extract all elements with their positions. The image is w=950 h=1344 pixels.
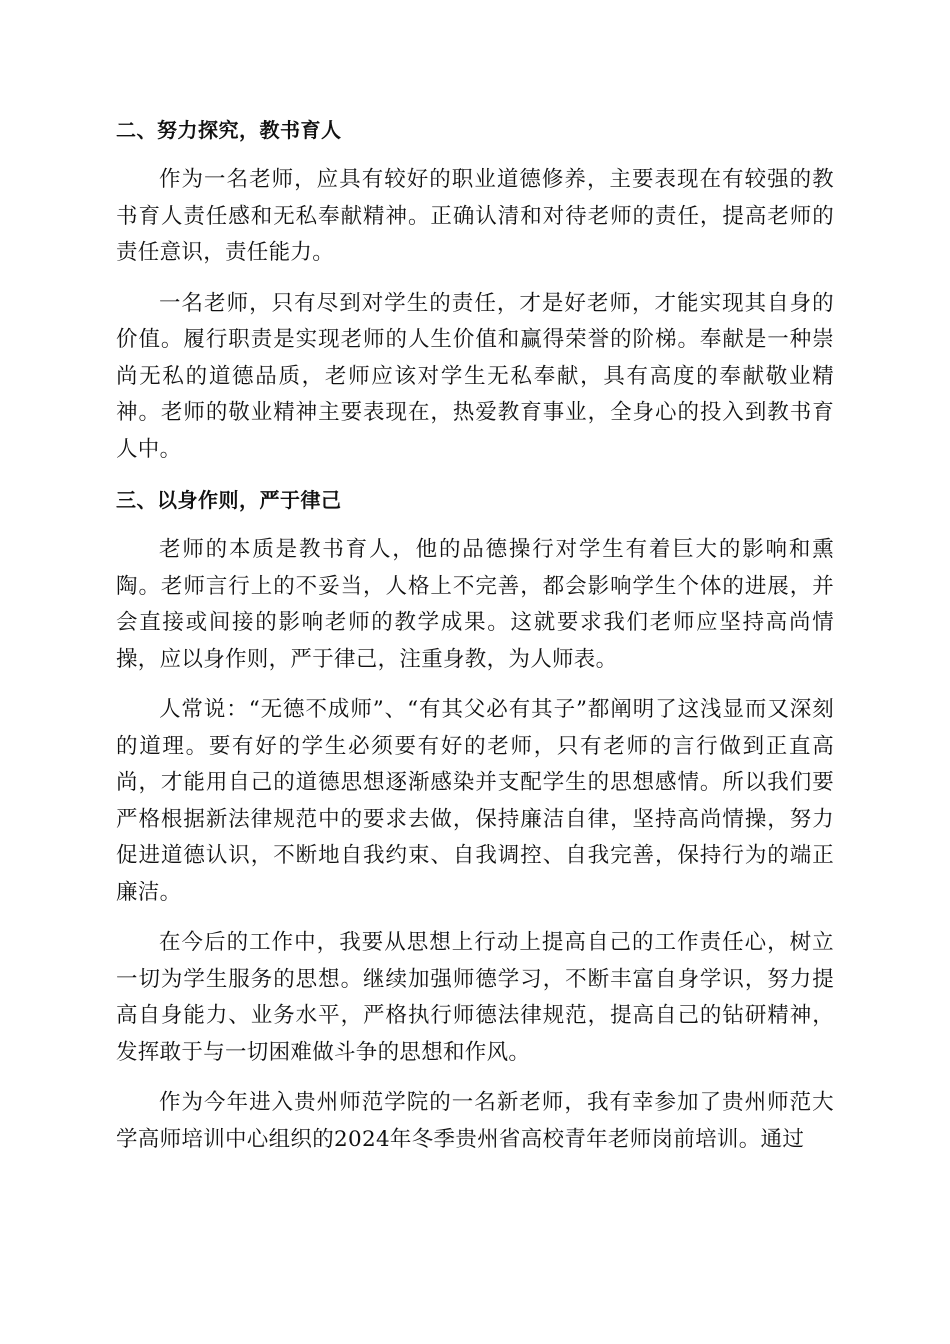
paragraph: 作为一名老师，应具有较好的职业道德修养，主要表现在有较强的教书育人责任感和无私奉献精神。正确认清和对待老师的责任，提高老师的责任意识，责任能力。 bbox=[116, 167, 834, 265]
paragraph: 在今后的工作中，我要从思想上行动上提高自己的工作责任心，树立一切为学生服务的思想。继续加强师德学习，不断丰富自身学识，努力提高自身能力、业务水平，严格执行师德法律规范，提高自己的钻研精神，发挥敢于与一切困难做斗争的思想和作风。 bbox=[116, 930, 834, 1065]
section-2 bbox=[116, 112, 834, 468]
section-heading: 三、以身作则，严于律己 bbox=[116, 488, 342, 512]
paragraph: 人常说：“无德不成师”、“有其父必有其子”都阐明了这浅显而又深刻的道理。要有好的学生必须要有好的老师，只有老师的言行做到正直高尚，才能用自己的道德思想逐渐感染并支配学生的思想感情。所以我们要严格根据新法律规范中的要求去做，保持廉洁自律，坚持高尚情操，努力促进道德认识，不断地自我约束、自我调控、自我完善，保持行为的端正廉洁。 bbox=[116, 697, 834, 905]
paragraph: 一名老师，只有尽到对学生的责任，才是好老师，才能实现其自身的价值。履行职责是实现老师的人生价值和赢得荣誉的阶梯。奉献是一种崇尚无私的道德品质，老师应该对学生无私奉献，具有高度的奉献敬业精神。老师的敬业精神主要表现在，热爱教育事业，全身心的投入到教书育人中。 bbox=[116, 290, 834, 462]
document-page bbox=[116, 112, 834, 1172]
paragraph: 作为今年进入贵州师范学院的一名新老师，我有幸参加了贵州师范大学高师培训中心组织的2024年冬季贵州省高校青年老师岗前培训。通过 bbox=[116, 1090, 834, 1152]
paragraph: 老师的本质是教书育人，他的品德操行对学生有着巨大的影响和熏陶。老师言行上的不妥当，人格上不完善，都会影响学生个体的进展，并会直接或间接的影响老师的教学成果。这就要求我们老师应坚持高尚情操，应以身作则，严于律己，注重身教，为人师表。 bbox=[116, 537, 834, 672]
section-heading: 二、努力探究，教书育人 bbox=[116, 118, 342, 142]
section-3 bbox=[116, 482, 834, 1158]
